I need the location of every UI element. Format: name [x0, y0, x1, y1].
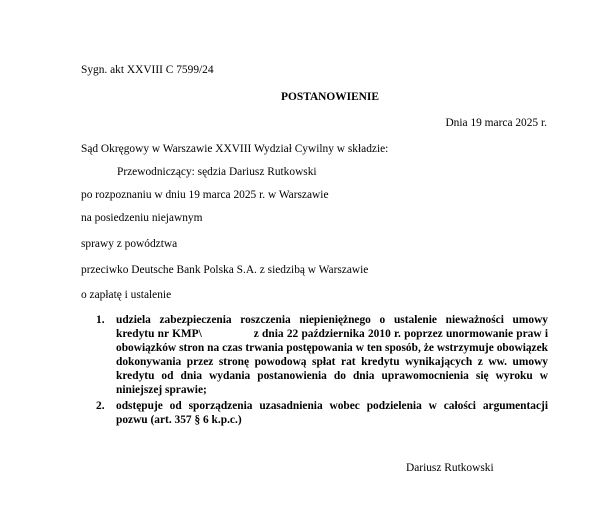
ruling-list — [96, 313, 551, 429]
court-composition: Sąd Okręgowy w Warszawie XXVIII Wydział Cywilny w składzie: — [81, 143, 389, 155]
ruling-item-text: udziela zabezpieczenia roszczenia niepieniężnego o ustalenie nieważności umowy kredytu nr KMP\ z dnia 22 października 2010 r. poprzez unormowanie praw i obowiązków stron na czas trwania postępowania w ten sposób, że wstrzymuje obowiązek dokonywania przez stronę powodową spłat rat kredytu wynikających z ww. umowy kredytu od dnia wydania postanowienia do dnia uprawomocnienia się wyroku w niniejszej sprawie; — [116, 314, 551, 396]
session-type: na posiedzeniu niejawnym — [81, 212, 203, 224]
ruling-item — [96, 399, 548, 427]
document-date: Dnia 19 marca 2025 r. — [445, 117, 547, 129]
ruling-item-number: 2. — [96, 400, 105, 412]
judge-signature: Dariusz Rutkowski — [406, 462, 494, 474]
hearing-info: po rozpoznaniu w dniu 19 marca 2025 r. w Warszawie — [81, 189, 329, 201]
case-subject: o zapłatę i ustalenie — [81, 289, 172, 301]
document-title: POSTANOWIENIE — [281, 91, 379, 103]
ruling-item-text: odstępuje od sporządzenia uzasadnienia wobec podzielenia w całości argumentacji pozwu (art. 357 § 6 k.p.c.) — [116, 400, 548, 426]
defendant-line: przeciwko Deutsche Bank Polska S.A. z siedzibą w Warszawie — [81, 264, 369, 276]
case-plaintiff-line: sprawy z powództwa — [81, 238, 178, 250]
presiding-judge: Przewodniczący: sędzia Dariusz Rutkowski — [117, 166, 317, 178]
ruling-item-number: 1. — [96, 314, 105, 326]
ruling-item — [96, 313, 551, 397]
case-reference: Sygn. akt XXVIII C 7599/24 — [81, 64, 214, 76]
